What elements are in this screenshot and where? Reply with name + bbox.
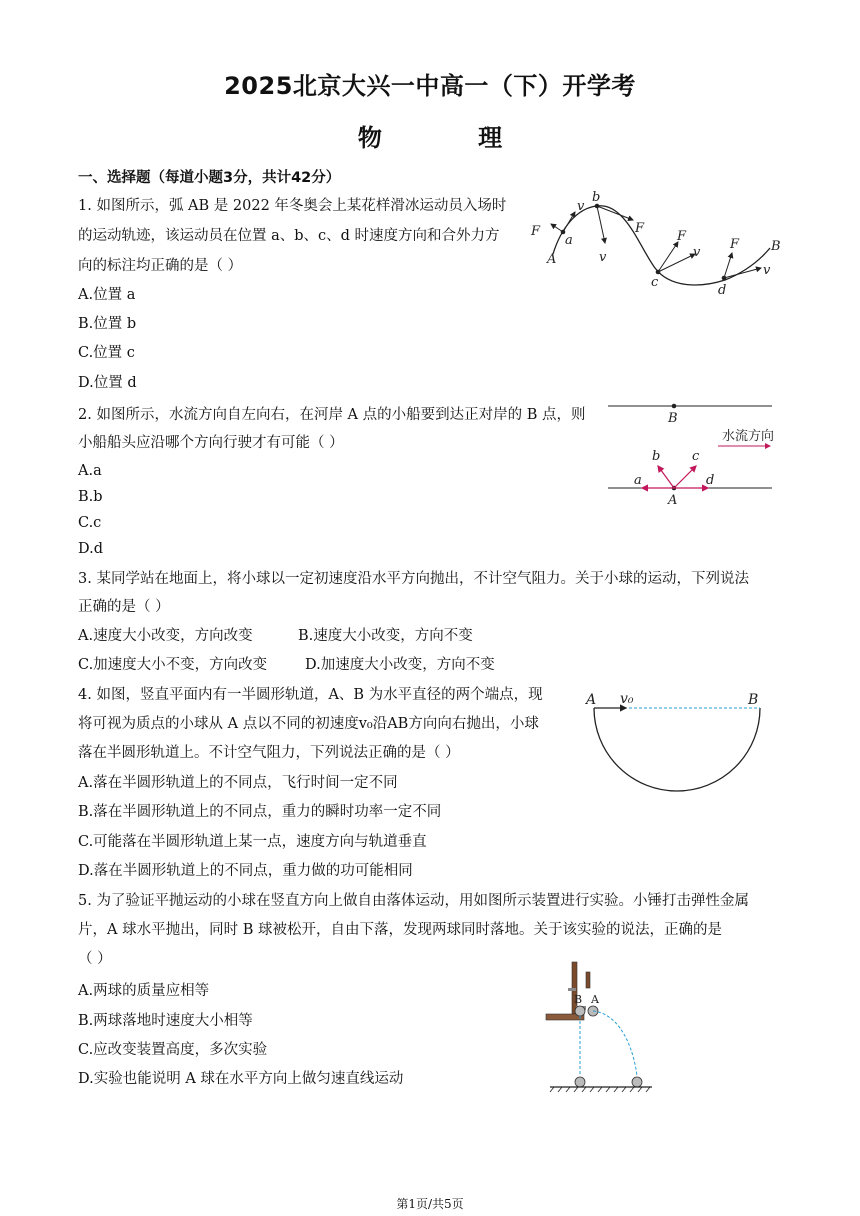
q5-option-d: D.实验也能说明 A 球在水平方向上做匀速直线运动 [78,1071,404,1087]
q5-label-A: A [591,993,599,1006]
q4-option-b: B.落在半圆形轨道上的不同点，重力的瞬时功率一定不同 [78,804,442,820]
q5-option-b: B.两球落地时速度大小相等 [78,1013,253,1029]
q3-option-a: A.速度大小改变，方向改变 [78,628,253,644]
q4-label-A: A [586,692,597,708]
subject-title: 物 理 [357,124,547,152]
q4-figure [580,688,770,800]
q4-option-d: D.落在半圆形轨道上的不同点，重力做的功可能相同 [78,863,413,879]
q1-label-B: B [771,239,781,254]
q1-option-b: B.位置 b [78,316,137,332]
q5-option-c: C.应改变装置高度，多次实验 [78,1042,268,1058]
q5-a-parabola-path [593,1011,637,1076]
q1-option-c: C.位置 c [78,345,135,361]
q2-option-d: D.d [78,541,103,557]
q2-label-flow: 水流方向 [722,429,775,444]
q2-label-B: B [668,411,678,426]
section-heading: 一、选择题（每道小题3分，共计42分） [78,170,341,186]
q2-label-c: c [692,449,700,464]
q1-option-a: A.位置 a [78,287,136,303]
q1-figure [525,188,795,300]
q4-line-2: 将可视为质点的小球从 A 点以不同的初速度v₀沿AB方向向右抛出，小球 [78,716,539,732]
q4-label-B: B [748,692,759,708]
q1-label-v-b: v [599,250,607,265]
q1-option-d: D.位置 d [78,375,137,391]
page-footer: 第1页/共5页 [396,1197,464,1211]
q3-line-1: 3. 某同学站在地面上，将小球以一定初速度沿水平方向抛出，不计空气阻力。关于小球的运动，下列说法 [78,571,749,587]
q2-line-2: 小船船头应沿哪个方向行驶才有可能（ ） [78,435,344,451]
q3-option-d: D.加速度大小改变，方向不变 [305,657,495,673]
q5-line-2: 片，A 球水平抛出，同时 B 球被松开，自由下落，发现两球同时落地。关于该实验的说法，正确的是 [78,922,722,938]
q1-label-F-c: F [677,229,687,244]
q2-figure [600,396,790,508]
q2-line-1: 2. 如图所示，水流方向自左向右，在河岸 A 点的小船要到达正对岸的 B 点，则 [78,407,586,423]
q1-line-1: 1. 如图所示，弧 AB 是 2022 年冬奥会上某花样滑冰运动员入场时 [78,198,507,214]
q4-semicircle-track [594,708,760,791]
q5-line-3: （ ） [78,951,112,967]
q1-label-v-a: v [577,199,585,214]
q5-figure [540,958,660,1098]
q1-label-F-b: F [635,221,645,236]
page-title: 2025北京大兴一中高一（下）开学考 [224,72,636,100]
q1-label-b: b [592,190,601,205]
q1-label-v-d: v [763,263,771,278]
q5-label-B: B [574,993,583,1006]
q4-label-v0: v₀ [620,691,634,707]
q1-label-A: A [547,252,557,267]
q4-option-a: A.落在半圆形轨道上的不同点，飞行时间一定不同 [78,775,398,791]
q2-option-c: C.c [78,515,102,531]
q2-label-a: a [634,473,642,488]
q2-option-a: A.a [78,463,102,479]
q2-label-b: b [652,449,661,464]
q1-label-F-a: F [531,224,541,239]
q1-label-c: c [651,275,659,290]
q1-line-2: 的运动轨迹，该运动员在位置 a、b、c、d 时速度方向和合外力方 [78,228,500,244]
q3-option-b: B.速度大小改变，方向不变 [298,628,473,644]
q1-line-3: 向的标注均正确的是（ ） [78,258,243,274]
q5-line-1: 5. 为了验证平抛运动的小球在竖直方向上做自由落体运动，用如图所示装置进行实验。小锤打击弹性金属 [78,893,749,909]
q2-label-d: d [706,473,715,488]
q2-option-b: B.b [78,489,103,505]
q4-option-c: C.可能落在半圆形轨道上某一点，速度方向与轨道垂直 [78,834,427,850]
q4-line-1: 4. 如图，竖直平面内有一半圆形轨道，A、B 为水平直径的两个端点，现 [78,687,543,703]
q1-label-d: d [718,283,727,298]
q5-option-a: A.两球的质量应相等 [78,983,210,999]
q1-label-v-c: v [693,245,701,260]
q3-option-c: C.加速度大小不变，方向改变 [78,657,268,673]
q1-label-F-d: F [730,237,740,252]
q2-label-A: A [668,493,678,508]
q3-line-2: 正确的是（ ） [78,599,170,615]
q1-label-a: a [565,233,573,248]
q4-line-3: 落在半圆形轨道上。不计空气阻力，下列说法正确的是（ ） [78,745,460,761]
